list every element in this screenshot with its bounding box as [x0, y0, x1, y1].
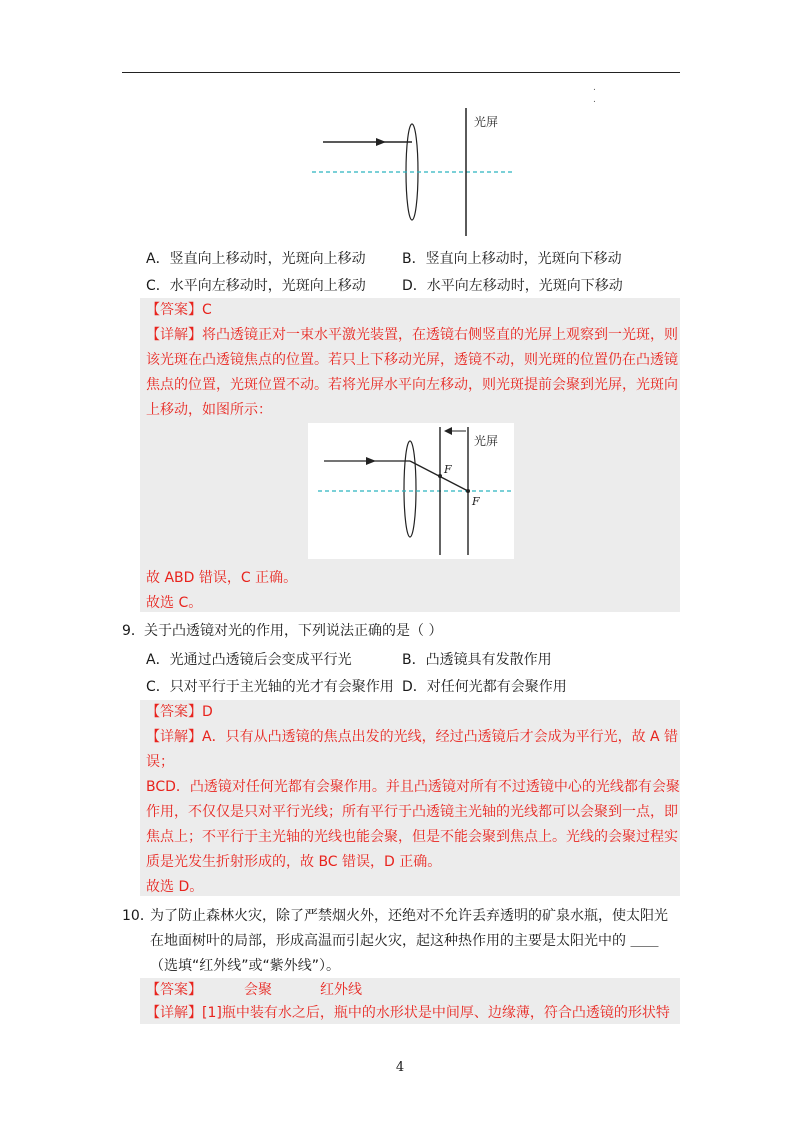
q8-detail-line-2: 该光斑在凸透镜焦点的位置。若只上下移动光屏，透镜不动，则光斑的位置仍在凸透镜 [146, 352, 678, 368]
q9-option-d: D．对任何光都有会聚作用 [402, 679, 567, 695]
q8-conclusion-2: 故选 C。 [146, 595, 203, 611]
q9-number: 9． [122, 623, 145, 639]
q9-conclusion: 故选 D。 [146, 879, 204, 895]
q8-answer: 【答案】C [146, 302, 212, 318]
q8-detail-line-1: 【详解】将凸透镜正对一束水平激光装置，在透镜右侧竖直的光屏上观察到一光斑，则 [146, 327, 678, 343]
ray-arrow-icon [376, 138, 386, 146]
q10-stem-line-1: 为了防止森林火灾，除了严禁烟火外，还绝对不允许丢弃透明的矿泉水瓶，使太阳光 [150, 908, 668, 924]
page-number: 4 [395, 1060, 405, 1075]
q10-number: 10． [122, 908, 154, 924]
focus-dot [466, 489, 470, 493]
q9-option-c: C．只对平行于主光轴的光才有会聚作用 [146, 679, 394, 695]
q9-detail-line-1: 【详解】A．只有从凸透镜的焦点出发的光线，经过凸透镜后才会成为平行光，故 A 错 [146, 729, 679, 745]
q10-answer-2: 红外线 [320, 982, 362, 998]
lens-figure-2 [308, 423, 514, 559]
q9-detail-line-4: 作用，不仅仅是只对平行光线；所有平行于凸透镜主光轴的光线都可以会聚到一点，即 [146, 804, 678, 820]
q9-detail-line-5: 焦点上；不平行于主光轴的光线也能会聚，但是不能会聚到焦点上。光线的会聚过程实 [146, 829, 678, 845]
screen-label: 光屏 [474, 434, 499, 448]
screen-spot-dot [438, 474, 442, 478]
screen-label: 光屏 [474, 115, 499, 129]
header-rule [122, 72, 680, 73]
q10-answer-1: 会聚 [244, 982, 272, 998]
q8-option-c: C．水平向左移动时，光斑向上移动 [146, 278, 366, 294]
q10-stem-line-2: 在地面树叶的局部，形成高温而引起火灾，起这种热作用的主要是太阳光中的 ＿＿ [150, 933, 659, 949]
q10-answer-label: 【答案】 [146, 982, 202, 998]
q9-detail-line-2: 误； [146, 754, 174, 770]
header-dots: . . [593, 83, 596, 105]
q10-detail-line-1: 【详解】[1]瓶中装有水之后，瓶中的水形状是中间厚、边缘薄，符合凸透镜的形状特 [146, 1005, 670, 1021]
q9-detail-line-3: BCD．凸透镜对任何光都有会聚作用。并且凸透镜对所有不过透镜中心的光线都有会聚 [146, 779, 680, 795]
q8-detail-line-3: 焦点的位置，光斑位置不动。若将光屏水平向左移动，则光斑提前会聚到光屏，光斑向 [146, 377, 678, 393]
lens-figure-1 [300, 100, 530, 240]
q9-stem: 关于凸透镜对光的作用，下列说法正确的是（ ） [144, 623, 443, 639]
q8-option-d: D．水平向左移动时，光斑向下移动 [402, 278, 623, 294]
q8-detail-line-4: 上移动，如图所示： [146, 402, 272, 418]
q9-option-a: A．光通过凸透镜后会变成平行光 [146, 652, 352, 668]
focus-label-1: F [444, 463, 452, 476]
q8-option-a: A．竖直向上移动时，光斑向上移动 [146, 251, 366, 267]
q8-option-b: B．竖直向上移动时，光斑向下移动 [402, 251, 622, 267]
q8-conclusion-1: 故 ABD 错误，C 正确。 [146, 570, 298, 586]
focus-label-2: F [472, 495, 480, 508]
q10-stem-line-3: （选填“红外线”或“紫外线”）。 [150, 958, 341, 974]
q9-detail-line-6: 质是光发生折射形成的，故 BC 错误，D 正确。 [146, 854, 442, 870]
q9-answer: 【答案】D [146, 704, 213, 720]
q9-option-b: B．凸透镜具有发散作用 [402, 652, 552, 668]
